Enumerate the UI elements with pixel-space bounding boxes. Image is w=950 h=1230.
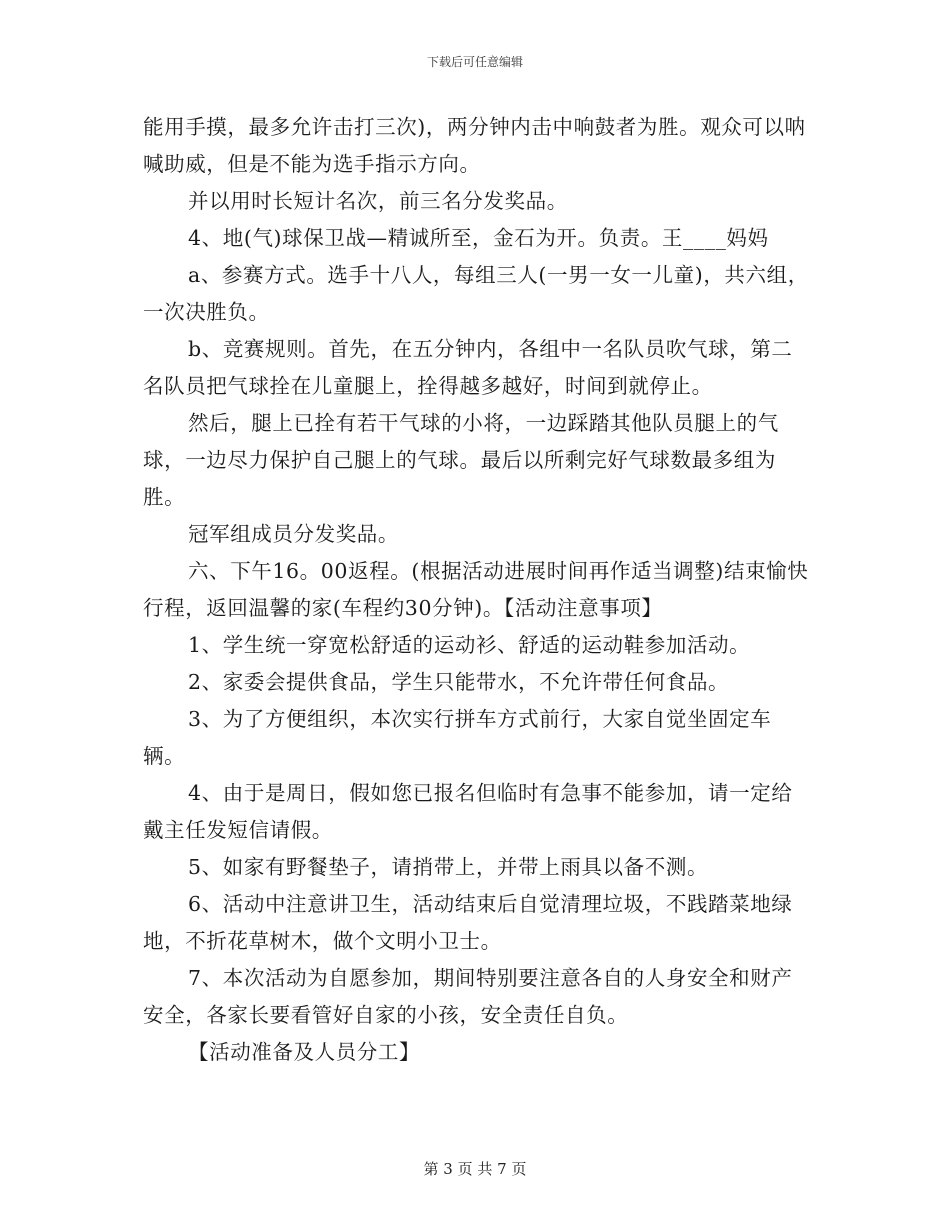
paragraph: 6、活动中注意讲卫生，活动结束后自觉清理垃圾，不践踏菜地绿地，不折花草树木，做个文明小卫士。: [143, 892, 793, 953]
paragraph: 然后，腿上已拴有若干气球的小将，一边踩踏其他队员腿上的气球，一边尽力保护自己腿上的气球。最后以所剩完好气球数最多组为胜。: [143, 411, 779, 509]
paragraph: b、竞赛规则。首先，在五分钟内，各组中一名队员吹气球，第二名队员把气球拴在儿童腿上，拴得越多越好，时间到就停止。: [143, 337, 793, 398]
paragraph: 4、地(气)球保卫战—精诚所至，金石为开。负责。王____妈妈: [188, 226, 769, 250]
page-header: 下载后可任意编辑: [426, 55, 523, 69]
paragraph: 六、下午16。00返程。(根据活动进展时间再作适当调整)结束愉快行程，返回温馨的家(车程约30分钟)。【活动注意事项】: [143, 559, 809, 620]
paragraph: 【活动准备及人员分工】: [188, 1040, 421, 1064]
paragraph: 4、由于是周日，假如您已报名但临时有急事不能参加，请一定给戴主任发短信请假。: [143, 781, 793, 842]
page-footer: 第 3 页 共 7 页: [423, 1160, 527, 1178]
paragraph: 7、本次活动为自愿参加，期间特别要注意各自的人身安全和财产安全，各家长要看管好自家的小孩，安全责任自负。: [143, 966, 793, 1027]
document-body: [143, 109, 811, 1071]
paragraph: 能用手摸，最多允许击打三次)，两分钟内击中响鼓者为胜。观众可以呐喊助威，但是不能为选手指示方向。: [143, 115, 806, 176]
paragraph: 并以用时长短计名次，前三名分发奖品。: [188, 189, 568, 213]
paragraph: 3、为了方便组织，本次实行拼车方式前行，大家自觉坐固定车辆。: [143, 707, 772, 768]
paragraph: a、参赛方式。选手十八人，每组三人(一男一女一儿童)，共六组，一次决胜负。: [143, 263, 809, 324]
paragraph: 1、学生统一穿宽松舒适的运动衫、舒适的运动鞋参加活动。: [188, 633, 751, 657]
paragraph: 2、家委会提供食品，学生只能带水，不允许带任何食品。: [188, 670, 730, 694]
paragraph: 冠军组成员分发奖品。: [188, 522, 399, 546]
paragraph: 5、如家有野餐垫子，请捎带上，并带上雨具以备不测。: [188, 855, 709, 879]
